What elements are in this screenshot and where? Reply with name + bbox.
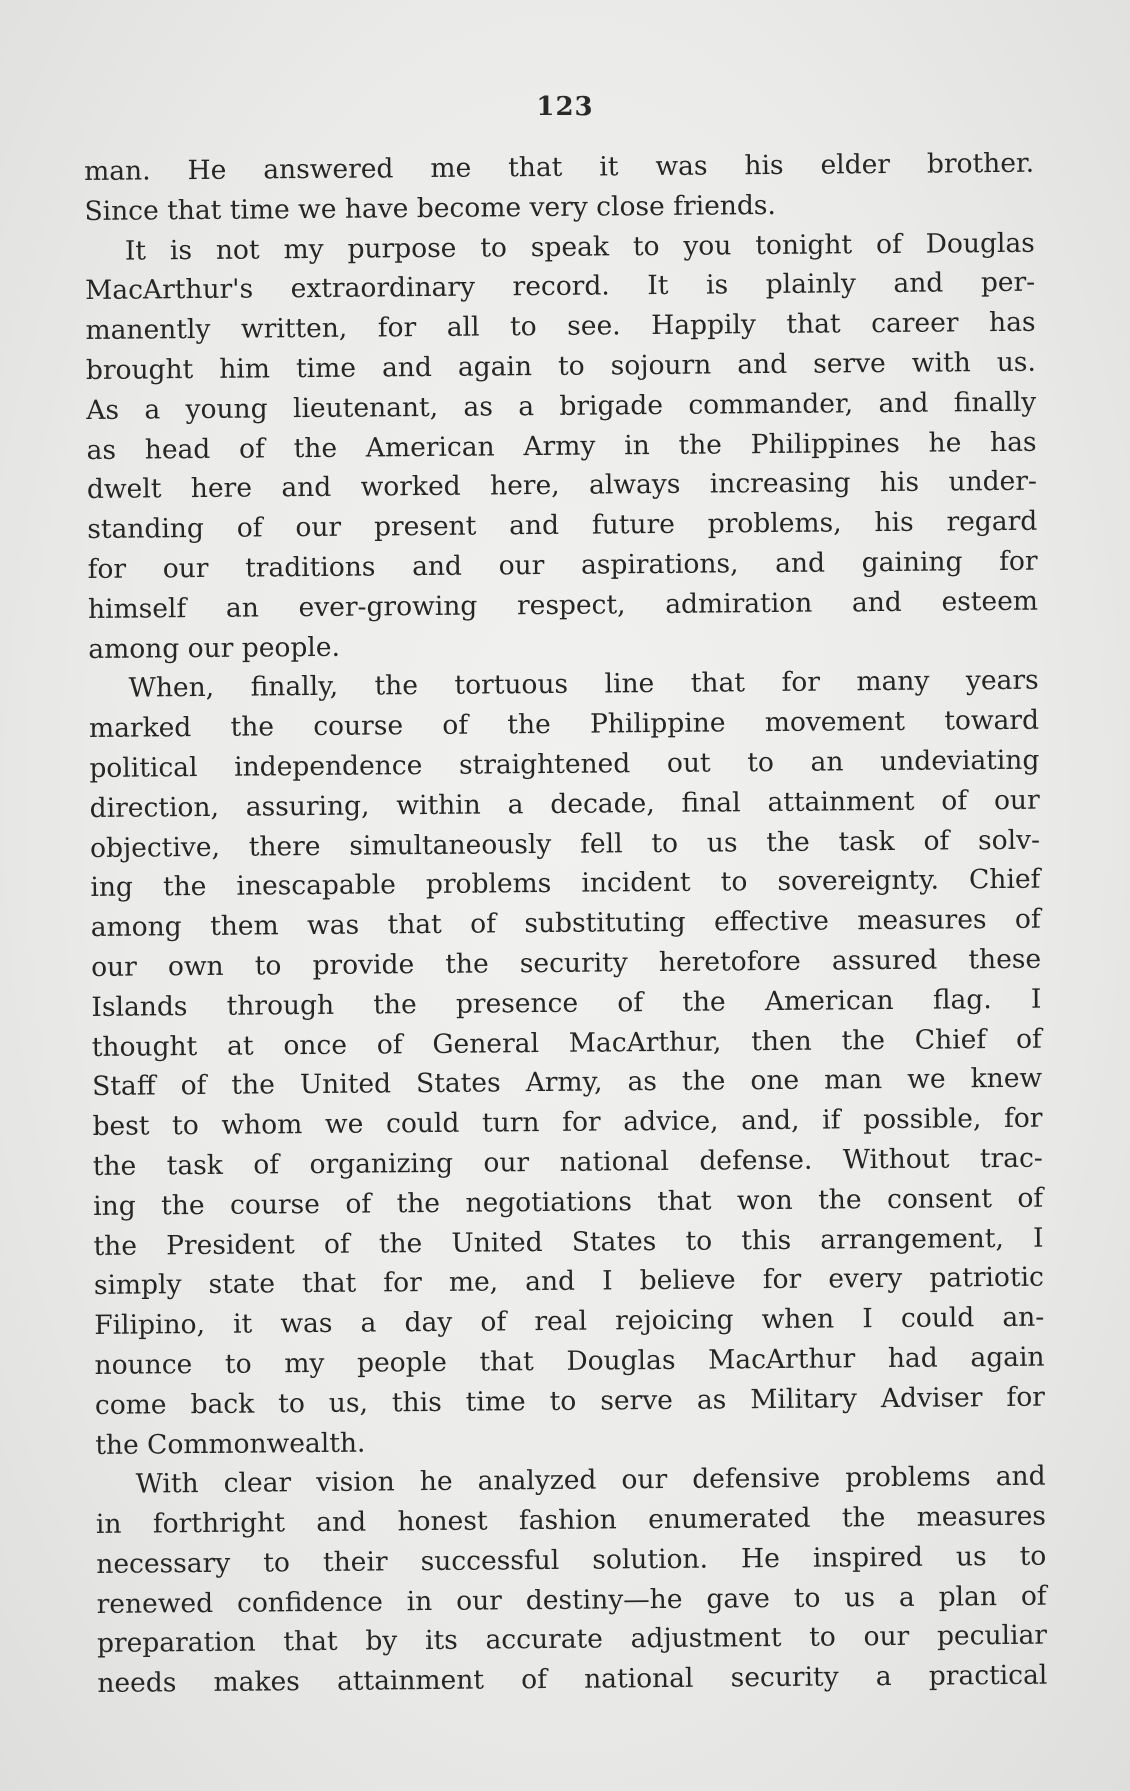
text-line: It is not my purpose to speak to you tonight of Douglas (124, 227, 1035, 267)
text-line: man. He answered me that it was his elder brother. (84, 147, 1035, 187)
text-line: the President of the United States to this arrangement, I (93, 1222, 1044, 1262)
text-line: dwelt here and worked here, always increasing his under- (86, 466, 1038, 506)
paragraph (95, 1457, 1047, 1704)
text-line: our own to provide the security heretofore assured these (90, 943, 1042, 983)
text-line: as head of the American Army in the Philippines he has (86, 426, 1037, 466)
text-line: necessary to their successful solution. He inspired us to (96, 1540, 1047, 1580)
text-line: MacArthur's extraordinary record. It is plainly and per- (85, 267, 1036, 307)
text-line: Filipino, it was a day of real rejoicing when I could an- (94, 1301, 1045, 1342)
text-line: brought him time and again to sojourn and serve with us. (85, 346, 1037, 386)
text-line: ing the course of the negotiations that won the consent of (93, 1182, 1044, 1222)
body-text (84, 144, 1048, 1704)
text-line: for our traditions and our aspirations, and gaining for (87, 545, 1038, 585)
page-number: 123 (536, 92, 594, 122)
text-line: With clear vision he analyzed our defensive problems and (135, 1460, 1046, 1500)
text-line: standing of our present and future problems, his regard (87, 505, 1038, 546)
text-line: among them was that of substituting effective measures of (90, 903, 1041, 944)
text-line: nounce to my people that Douglas MacArthur had again (94, 1341, 1045, 1381)
text-line: himself an ever-growing respect, admiration and esteem (87, 585, 1039, 625)
text-line: Staff of the United States Army, as the one man we knew (92, 1063, 1043, 1103)
text-line: As a young lieutenant, as a brigade commander, and finally (86, 386, 1037, 426)
text-line: thought at once of General MacArthur, then the Chief of (91, 1023, 1042, 1063)
text-line: needs makes attainment of national security a practical (97, 1659, 1048, 1700)
text-line: political independence straightened out to an undeviating (89, 744, 1040, 784)
paragraph (89, 661, 1046, 1465)
text-line: preparation that by its accurate adjustment to our peculiar (96, 1620, 1048, 1660)
text-line: objective, there simultaneously fell to us the task of solv- (89, 824, 1041, 864)
text-line: marked the course of the Philippine movement toward (88, 704, 1040, 745)
text-line: manently written, for all to see. Happily that career has (85, 306, 1036, 347)
text-line: simply state that for me, and I believe for every patriotic (93, 1261, 1044, 1302)
text-line: direction, assuring, within a decade, final attainment of our (89, 784, 1040, 824)
text-line: When, finally, the tortuous line that for many years (128, 665, 1039, 704)
text-line: Since that time we have become very close friends. (84, 189, 777, 227)
paragraph (85, 223, 1039, 669)
text-line: the task of organizing our national defense. Without trac- (92, 1142, 1043, 1182)
text-line: best to whom we could turn for advice, and, if possible, for (92, 1102, 1043, 1143)
text-line: ing the inescapable problems incident to sovereignty. Chief (90, 864, 1041, 904)
text-line: come back to us, this time to serve as Military Adviser for (94, 1381, 1046, 1421)
text-line: renewed confidence in our destiny—he gave to us a plan of (96, 1580, 1047, 1620)
text-line: the Commonwealth. (95, 1427, 366, 1461)
text-line: Islands through the presence of the American flag. I (91, 983, 1042, 1023)
paragraph (84, 144, 1035, 232)
text-line: in forthright and honest fashion enumerated the measures (95, 1500, 1047, 1541)
text-line: among our people. (88, 631, 341, 665)
